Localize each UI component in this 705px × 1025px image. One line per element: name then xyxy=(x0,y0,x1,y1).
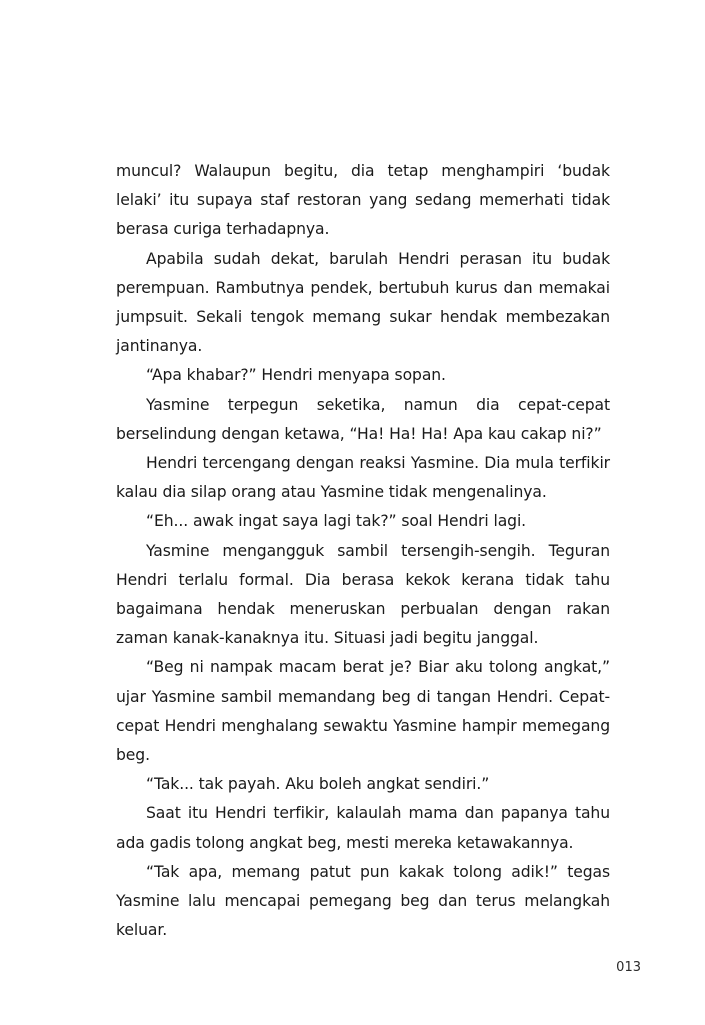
paragraph: “Apa khabar?” Hendri menyapa sopan. xyxy=(146,366,446,385)
paragraph: Yasmine terpegun seketika, namun dia cepat-cepat berselindung dengan ketawa, “Ha! Ha! Ha! Apa kau cakap ni?” xyxy=(116,395,610,443)
page-number: 013 xyxy=(616,960,641,975)
paragraph: Yasmine mengangguk sambil tersengih-sengih. Teguran Hendri terlalu formal. Dia berasa kekok kerana tidak tahu bagaimana hendak meneruskan perbualan dengan rakan zaman kanak-kanaknya itu. Situasi jadi begitu janggal. xyxy=(116,541,610,648)
paragraph: Saat itu Hendri terfikir, kalaulah mama dan papanya tahu ada gadis tolong angkat beg, mesti mereka ketawakannya. xyxy=(116,804,610,852)
paragraph: “Eh... awak ingat saya lagi tak?” soal Hendri lagi. xyxy=(146,512,527,531)
paragraph: Apabila sudah dekat, barulah Hendri perasan itu budak perempuan. Rambutnya pendek, bertubuh kurus dan memakai jumpsuit. Sekali tengok memang sukar hendak membezakan jantinanya. xyxy=(116,249,610,356)
paragraph: “Beg ni nampak macam berat je? Biar aku tolong angkat,” ujar Yasmine sambil memandang beg di tangan Hendri. Cepat-cepat Hendri menghalang sewaktu Yasmine hampir memegang beg. xyxy=(116,658,610,765)
paragraph: “Tak... tak payah. Aku boleh angkat sendiri.” xyxy=(146,775,490,794)
paragraph: “Tak apa, memang patut pun kakak tolong adik!” tegas Yasmine lalu mencapai pemegang beg dan terus melangkah keluar. xyxy=(116,862,610,940)
paragraph-continued: muncul? Walaupun begitu, dia tetap menghampiri ‘budak lelaki’ itu supaya staf restoran yang sedang memerhati tidak berasa curiga terhadapnya. xyxy=(116,162,610,239)
paragraph: Hendri tercengang dengan reaksi Yasmine. Dia mula terfikir kalau dia silap orang atau Yasmine tidak mengenalinya. xyxy=(116,454,610,502)
body-text xyxy=(116,157,610,945)
